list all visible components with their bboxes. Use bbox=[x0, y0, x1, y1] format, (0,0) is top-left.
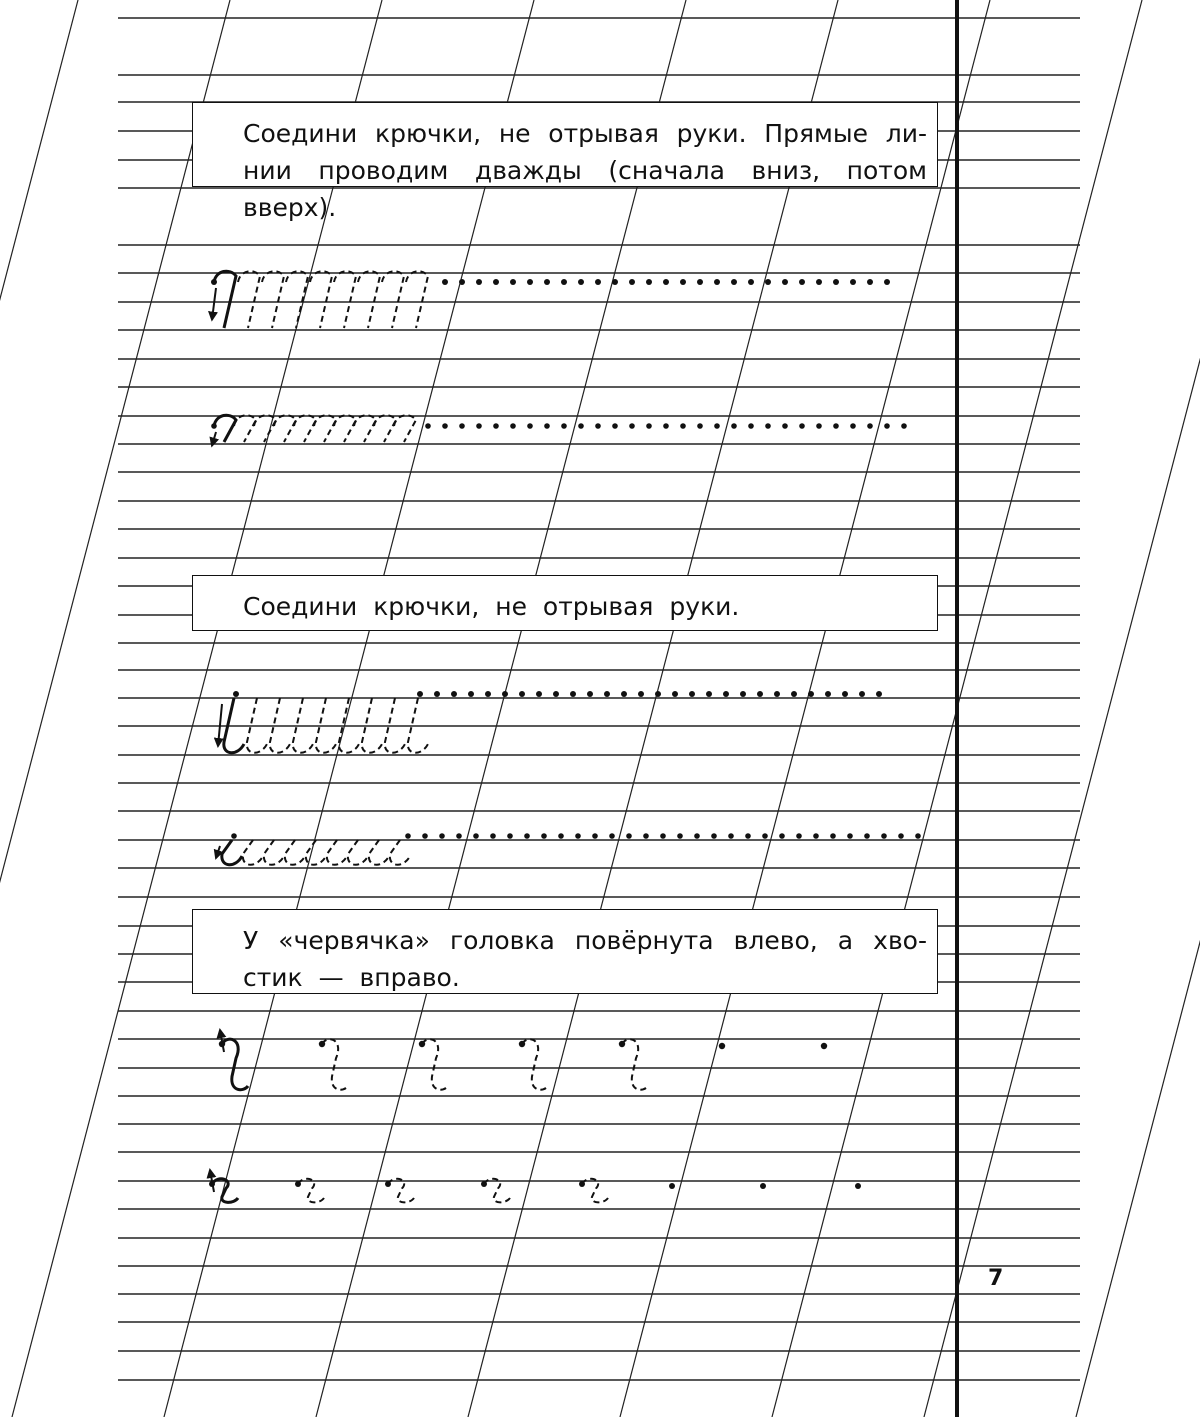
guide-dot bbox=[468, 691, 474, 697]
guide-dot bbox=[476, 279, 482, 285]
hook-stroke bbox=[358, 271, 380, 328]
guide-dot bbox=[760, 1183, 766, 1189]
guide-dot bbox=[672, 691, 678, 697]
guide-dot bbox=[774, 691, 780, 697]
guide-dot bbox=[723, 691, 729, 697]
guide-dot bbox=[612, 279, 618, 285]
guide-dot bbox=[697, 279, 703, 285]
wave-stroke bbox=[348, 840, 368, 865]
guide-dot bbox=[680, 279, 686, 285]
guide-dot bbox=[915, 833, 921, 839]
guide-dot bbox=[825, 691, 831, 697]
task-instruction-3 bbox=[192, 909, 938, 994]
guide-dot bbox=[876, 691, 882, 697]
guide-dot bbox=[765, 279, 771, 285]
guide-dot bbox=[847, 833, 853, 839]
guide-dot bbox=[417, 691, 423, 697]
wave-stroke bbox=[224, 698, 244, 753]
guide-dot bbox=[629, 279, 635, 285]
guide-dot bbox=[782, 423, 788, 429]
guide-dot bbox=[519, 691, 525, 697]
guide-dot bbox=[833, 423, 839, 429]
guide-dot bbox=[694, 833, 700, 839]
hook-stroke bbox=[294, 415, 316, 442]
worm-stroke bbox=[298, 1179, 324, 1203]
hook-stroke bbox=[214, 271, 236, 328]
guide-dot bbox=[490, 833, 496, 839]
wave-stroke bbox=[362, 698, 382, 753]
guide-dot bbox=[476, 423, 482, 429]
worm-stroke bbox=[222, 1039, 248, 1090]
guide-dot bbox=[884, 279, 890, 285]
start-dot bbox=[211, 279, 217, 285]
guide-dot bbox=[816, 279, 822, 285]
guide-dot bbox=[881, 833, 887, 839]
guide-dot bbox=[655, 691, 661, 697]
hook-stroke bbox=[262, 271, 284, 328]
task-3-line-2: стик — вправо. bbox=[243, 963, 460, 992]
guide-dot bbox=[507, 833, 513, 839]
wave-row-large bbox=[218, 691, 882, 753]
wave-stroke bbox=[285, 840, 305, 865]
guide-dot bbox=[434, 691, 440, 697]
start-dot bbox=[231, 833, 237, 839]
start-dot bbox=[579, 1181, 585, 1187]
hook-stroke bbox=[238, 271, 260, 328]
guide-dot bbox=[669, 1183, 675, 1189]
guide-dot bbox=[706, 691, 712, 697]
guide-dot bbox=[816, 423, 822, 429]
guide-dot bbox=[451, 691, 457, 697]
guide-dot bbox=[697, 423, 703, 429]
wave-stroke bbox=[293, 698, 313, 753]
guide-dot bbox=[757, 691, 763, 697]
task-instruction-2 bbox=[192, 575, 938, 631]
page-number: 7 bbox=[988, 1266, 1004, 1291]
guide-dot bbox=[595, 423, 601, 429]
guide-dot bbox=[558, 833, 564, 839]
guide-dot bbox=[850, 423, 856, 429]
hook-stroke bbox=[254, 415, 276, 442]
guide-dot bbox=[791, 691, 797, 697]
hook-stroke bbox=[406, 271, 428, 328]
guide-dot bbox=[527, 279, 533, 285]
guide-dot bbox=[898, 833, 904, 839]
wave-stroke bbox=[306, 840, 326, 865]
start-dot bbox=[419, 1041, 425, 1047]
worm-stroke bbox=[522, 1039, 548, 1090]
hook-stroke bbox=[214, 415, 236, 442]
guide-dot bbox=[859, 691, 865, 697]
guide-dot bbox=[575, 833, 581, 839]
guide-dot bbox=[459, 279, 465, 285]
task-instruction-1 bbox=[192, 102, 938, 222]
hook-stroke bbox=[286, 271, 308, 328]
guide-dot bbox=[748, 279, 754, 285]
guide-dot bbox=[544, 423, 550, 429]
guide-dot bbox=[808, 691, 814, 697]
wave-stroke bbox=[369, 840, 389, 865]
worm-stroke bbox=[622, 1039, 648, 1090]
guide-dot bbox=[850, 279, 856, 285]
wave-stroke bbox=[264, 840, 284, 865]
arrow-down-icon bbox=[216, 846, 220, 858]
arrow-down-icon bbox=[212, 288, 216, 320]
wave-stroke bbox=[316, 698, 336, 753]
guide-dot bbox=[493, 423, 499, 429]
guide-dot bbox=[459, 423, 465, 429]
guide-dot bbox=[813, 833, 819, 839]
start-dot bbox=[481, 1181, 487, 1187]
guide-dot bbox=[796, 833, 802, 839]
guide-dot bbox=[473, 833, 479, 839]
guide-dot bbox=[731, 423, 737, 429]
guide-dot bbox=[612, 423, 618, 429]
guide-dot bbox=[456, 833, 462, 839]
guide-dot bbox=[728, 833, 734, 839]
guide-dot bbox=[821, 1043, 827, 1049]
wave-stroke bbox=[270, 698, 290, 753]
start-dot bbox=[233, 691, 239, 697]
task-1-line-2: нии проводим дважды (сначала вниз, потом вверх). bbox=[243, 156, 927, 222]
guide-dot bbox=[646, 423, 652, 429]
guide-dot bbox=[502, 691, 508, 697]
guide-dot bbox=[510, 423, 516, 429]
guide-dot bbox=[439, 833, 445, 839]
guide-dot bbox=[621, 691, 627, 697]
hook-stroke bbox=[374, 415, 396, 442]
worm-stroke bbox=[422, 1039, 448, 1090]
guide-dot bbox=[536, 691, 542, 697]
guide-dot bbox=[833, 279, 839, 285]
guide-dot bbox=[592, 833, 598, 839]
guide-dot bbox=[570, 691, 576, 697]
guide-dot bbox=[561, 279, 567, 285]
wave-row-small bbox=[216, 833, 921, 865]
guide-dot bbox=[638, 691, 644, 697]
wave-stroke bbox=[327, 840, 347, 865]
guide-dot bbox=[553, 691, 559, 697]
guide-dot bbox=[629, 423, 635, 429]
wave-stroke bbox=[408, 698, 428, 753]
hook-stroke bbox=[334, 271, 356, 328]
guide-dot bbox=[680, 423, 686, 429]
guide-dot bbox=[609, 833, 615, 839]
guide-dot bbox=[689, 691, 695, 697]
guide-dot bbox=[425, 423, 431, 429]
start-dot bbox=[619, 1041, 625, 1047]
guide-dot bbox=[799, 423, 805, 429]
hook-stroke bbox=[314, 415, 336, 442]
guide-dot bbox=[830, 833, 836, 839]
wave-stroke bbox=[390, 840, 410, 865]
guide-dot bbox=[779, 833, 785, 839]
guide-dot bbox=[799, 279, 805, 285]
guide-dot bbox=[660, 833, 666, 839]
guide-dot bbox=[663, 423, 669, 429]
guide-dot bbox=[855, 1183, 861, 1189]
guide-dot bbox=[719, 1043, 725, 1049]
worm-stroke bbox=[582, 1179, 608, 1203]
guide-dot bbox=[864, 833, 870, 839]
task-1-line-1: Соедини крючки, не отрывая руки. Прямые ли- bbox=[243, 119, 927, 148]
guide-dot bbox=[714, 279, 720, 285]
guide-dot bbox=[745, 833, 751, 839]
guide-dot bbox=[714, 423, 720, 429]
guide-dot bbox=[442, 423, 448, 429]
guide-dot bbox=[541, 833, 547, 839]
hook-stroke bbox=[334, 415, 356, 442]
task-3-line-1: У «червячка» головка повёрнута влево, а хво- bbox=[243, 926, 927, 955]
guide-dot bbox=[524, 833, 530, 839]
start-dot bbox=[519, 1041, 525, 1047]
worm-stroke bbox=[484, 1179, 510, 1203]
guide-dot bbox=[604, 691, 610, 697]
guide-dot bbox=[485, 691, 491, 697]
start-dot bbox=[319, 1041, 325, 1047]
wave-stroke bbox=[222, 840, 242, 865]
guide-dot bbox=[663, 279, 669, 285]
wave-stroke bbox=[247, 698, 267, 753]
wave-stroke bbox=[243, 840, 263, 865]
hook-stroke bbox=[274, 415, 296, 442]
guide-dot bbox=[677, 833, 683, 839]
guide-dot bbox=[493, 279, 499, 285]
start-dot bbox=[211, 423, 217, 429]
worm-row-large bbox=[219, 1030, 827, 1090]
guide-dot bbox=[405, 833, 411, 839]
guide-dot bbox=[842, 691, 848, 697]
guide-dot bbox=[587, 691, 593, 697]
arrow-down-icon bbox=[218, 704, 222, 746]
arrow-down-icon bbox=[212, 432, 216, 446]
start-dot bbox=[385, 1181, 391, 1187]
guide-dot bbox=[740, 691, 746, 697]
hook-stroke bbox=[234, 415, 256, 442]
guide-dot bbox=[578, 423, 584, 429]
guide-dot bbox=[765, 423, 771, 429]
guide-dot bbox=[782, 279, 788, 285]
guide-dot bbox=[422, 833, 428, 839]
guide-dot bbox=[643, 833, 649, 839]
guide-dot bbox=[510, 279, 516, 285]
guide-dot bbox=[867, 423, 873, 429]
worm-stroke bbox=[212, 1179, 238, 1203]
hook-stroke bbox=[382, 271, 404, 328]
hook-row-large bbox=[211, 271, 890, 328]
guide-dot bbox=[544, 279, 550, 285]
guide-dot bbox=[646, 279, 652, 285]
hook-stroke bbox=[310, 271, 332, 328]
guide-dot bbox=[626, 833, 632, 839]
worm-row-small bbox=[209, 1170, 861, 1202]
start-dot bbox=[295, 1181, 301, 1187]
guide-dot bbox=[527, 423, 533, 429]
guide-dot bbox=[867, 279, 873, 285]
wave-stroke bbox=[385, 698, 405, 753]
task-2-line-1: Соедини крючки, не отрывая руки. bbox=[243, 592, 740, 621]
guide-dot bbox=[595, 279, 601, 285]
guide-dot bbox=[711, 833, 717, 839]
guide-dot bbox=[748, 423, 754, 429]
worm-stroke bbox=[388, 1179, 414, 1203]
wave-stroke bbox=[339, 698, 359, 753]
guide-dot bbox=[901, 423, 907, 429]
worm-stroke bbox=[322, 1039, 348, 1090]
hook-stroke bbox=[394, 415, 416, 442]
guide-dot bbox=[762, 833, 768, 839]
guide-dot bbox=[578, 279, 584, 285]
hook-stroke bbox=[354, 415, 376, 442]
guide-dot bbox=[561, 423, 567, 429]
hook-row-small bbox=[211, 415, 907, 445]
guide-dot bbox=[731, 279, 737, 285]
guide-dot bbox=[884, 423, 890, 429]
guide-dot bbox=[442, 279, 448, 285]
